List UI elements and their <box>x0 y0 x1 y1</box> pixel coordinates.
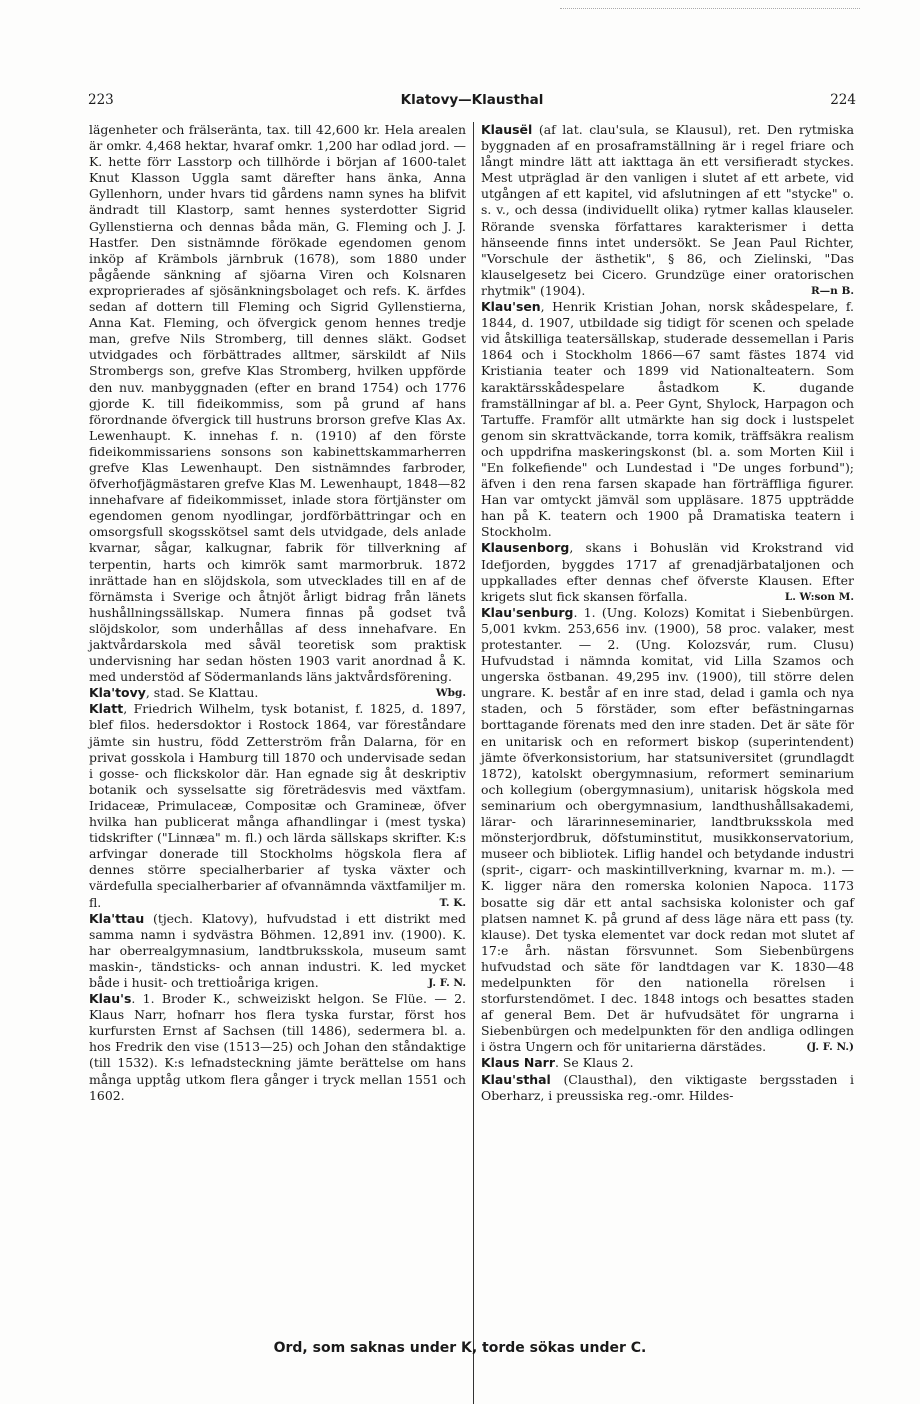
headword: Klaus Narr <box>481 1055 555 1071</box>
headword: Klatt <box>89 701 124 717</box>
entry-klattau: Kla'ttau (tjech. Klatovy), hufvudstad i ett distrikt med samma namn i sydvästra Böhmen. 12,891 inv. (1900). K. har oberrealgymnasium, landtbruksskola, museum samt maskin-, tändsticks- och annan industri. K. led mycket både i husit- och trettioåriga krigen. J. F. N. <box>89 910 466 990</box>
column-divider <box>473 122 474 1404</box>
entry-klastorp-continued: lägenheter och frälseränta, tax. till 42,600 kr. Hela arealen är omkr. 4,468 hektar, hvaraf omkr. 1,200 har odlad jord. — K. hette förr Lasstorp och tillhörde i början af 1600-talet Knut Klasson Uggla samt därefter hans änka, Anna Gyllenhorn, under hvars tid gårdens namn synes ha blifvit ändradt till Klastorp, samt hennes systerdotter Sigrid Gyllenstierna och dennas båda män, G. Fleming och J. J. Hastfer. Den sistnämnde förökade egendomen genom inköp af Krämbols järnbruk (1678), som 1880 under pågående sänkning af sjöarna Viren och Kolsnaren exproprierades af sjösänkningsbolaget och refs. K. ärfdes sedan af dottern till Fleming och Sigrid Gyllenstierna, Anna Kat. Fleming, och öfvergick genom hennes tredje man, grefve Nils Stromberg, till dennes släkt. Godset utvidgades och förbättrades alltmer, särskildt af Nils Strombergs son, grefve Klas Stromberg, hvilken uppförde den nuv. manbyggnaden (efter en brand 1754) och 1776 gjorde K. till fideikommiss, som på grund af hans förordnande öfvergick till hustruns brorson grefve Klas Ax. Lewenhaupt. K. innehas f. n. (1910) af den förste fideikommissariens sonsons son kabinettskammarherren grefve Klas Lewenhaupt. Den sistnämndes farbroder, öfverhofjägmästaren grefve Klas M. Lewenhaupt, 1848—82 innehafvare af fideikommisset, inlade stora förtjänster om egendomen genom nyodlingar, jordförbättringar och en omsorgsfull skogsskötsel samt dels utvidgade, dels anlade kvarnar, sågar, kalkugnar, fabrik för tillverkning af terpentin, harts och kimrök samt marmorbruk. 1872 inrättade han en slöjdskola, som utvecklades till en af de förnämsta i Sverige och åtnjöt årligt bidrag från länets hushållningssällskap. Numera finnas på godset två slöjdskolor, som underhållas af dess innehafvare. En jaktvårdarskola med såväl teoretisk som praktisk undervisning har sedan hösten 1903 varit anordnad å K. med understöd af Södermanlands läns jaktvårdsförening. Wbg. <box>89 122 466 685</box>
right-column <box>481 122 854 1104</box>
signature: L. W:son M. <box>784 590 854 603</box>
signature: R—n B. <box>810 284 854 297</box>
entry-klatt: Klatt, Friedrich Wilhelm, tysk botanist, f. 1825, d. 1897, blef filos. hedersdoktor i Rostock 1864, var föreståndare jämte sin hustru, född Zetterström från Dalarna, för en privat gosskola i Hamburg till 1870 och undervisade sedan i gosse- och flickskolor där. Han egnade sig åt deskriptiv botanik och sysselsatte sig företrädesvis med växtfam. Iridaceæ, Primulaceæ, Compositæ och Gramineæ, öfver hvilka han publicerat många afhandlingar i (mest tyska) tidskrifter ("Linnæa" m. fl.) och lärda sällskaps skrifter. K:s arfvingar donerade till Stockholms högskola flera af dennes större specialherbarier af tyska växter och värdefulla specialherbarier af ofvannämnda växtfamiljer m. fl. T. K. <box>89 701 466 910</box>
headword: Klau'sen <box>481 299 541 315</box>
entry-klausenburg: Klau'senburg. 1. (Ung. Kolozs) Komitat i Siebenbürgen. 5,001 kvkm. 253,656 inv. (1900), 58 proc. valaker, mest protestanter. — 2. (Ung. Kolozsvár, rum. Clusu) Hufvudstad i nämnda komitat, vid Lilla Szamos och ungerska östbanan. 49,295 inv. (1900), till större delen ungrare. K. består af en inre stad, delad i gamla och nya staden, och 5 förstäder, som efter befästningarnas borttagande förenats med den inre staden. Det är säte för en unitarisk och en reformert biskop (superintendent) jämte öfverkonsistorium, har statsuniversitet (grundlagdt 1872), katolskt obergymnasium, reformert seminarium och kollegium (obergymnasium), unitarisk högskola med seminarium och obergymnasium, landthushållsakademi, lärar- och lärarinneseminarier, landtbruksskola med mönsterjordbruk, döfstuminstitut, musikkonservatorium, museer och bibliotek. Liflig handel och betydande industri (sprit-, cigarr- och maskintillverkning, kvarnar m. m.). — K. ligger nära den romerska kolonien Napoca. 1173 bosatte sig där ett antal sachsiska kolonister och gaf platsen namnet K. på grund af dess läge nära ett pass (ty. klause). Det tyska elementet var dock redan mot slutet af 17:e årh. nästan försvunnet. Som Siebenbürgens hufvudstad och säte för landtdagen var K. 1830—48 medelpunkten för den nationella rörelsen i storfurstendömet. I dec. 1848 intogs och besattes staden af general Bem. Det är hufvudsätet för ungrarna i Siebenbürgen och medelpunkten för den andliga odlingen i östra Ungern och för unitarierna därstädes. (J. F. N.) <box>481 604 854 1055</box>
entry-klatovy: Kla'tovy, stad. Se Klattau. <box>89 685 259 701</box>
left-column <box>89 122 466 1104</box>
signature: T. K. <box>439 896 466 909</box>
headword: Klau'senburg <box>481 604 574 620</box>
headword: Kla'tovy <box>89 685 146 701</box>
entry-klausel: Klausël (af lat. clau'sula, se Klausul), ret. Den rytmiska byggnaden af en prosaframställning är i regel friare och långt mindre lätt att iakttaga än ett versifieradt styckes. Mest utpräglad är den vanligen i slutet af ett arbete, vid utgången af ett kapitel, vid afslutningen af ett "stycke" o. s. v., och dessa (individuellt olika) rytmer kallas klauseler. Rörande svenska författares karakterismer i detta hänseende finns intet undersökt. Se Jean Paul Richter, "Vorschule der ästhetik", § 86, och Zielinski, "Das klauselgesetz bei Cicero. Grundzüge einer oratorischen rhytmik" (1904). R—n B. <box>481 122 854 298</box>
page-number-right: 224 <box>830 92 856 108</box>
scan-artifact-line <box>560 8 860 10</box>
signature: J. F. N. <box>428 976 466 989</box>
page-number-left: 223 <box>88 92 114 108</box>
headword: Klau'sthal <box>481 1071 551 1087</box>
signature: Wbg. <box>435 687 466 700</box>
running-header <box>88 92 856 112</box>
headword: Klau's <box>89 991 132 1007</box>
entry-klausenborg: Klausenborg, skans i Bohuslän vid Krokstrand vid Idefjorden, byggdes 1717 af grenadjärbataljonen och uppkallades efter dennas chef öfverste Klausen. Efter krigets slut fick skansen förfalla. L. W:son M. <box>481 540 854 604</box>
footer-note: Ord, som saknas under K, torde sökas under C. <box>273 1340 647 1356</box>
entry-klausen: Klau'sen, Henrik Kristian Johan, norsk skådespelare, f. 1844, d. 1907, utbildade sig tidigt för scenen och spelade vid åtskilliga teatersällskap, studerade dessemellan i Paris 1864 och i Stockholm 1866—67 samt fästes 1874 vid Kristiania teater och 1899 vid Nationalteatern. Som karaktärsskådespelare åstadkom K. dugande framställningar af bl. a. Peer Gynt, Shylock, Harpagon och Tartuffe. Framför allt utmärkte han sig dock i lustspelet genom sin skrattväckande, torra komik, träffsäkra realism och uppdrifna maskeringskonst (bl. a. som Morten Kiil i "En folkefiende" och Lundestad i "De unges forbund"); äfven i den rena farsen skapade han förträffliga figurer. Han var omtyckt jämväl som uppläsare. 1875 uppträdde han på K. teatern och 1900 på Dramatiska teatern i Stockholm. <box>481 299 854 540</box>
entry-klaus-narr: Klaus Narr. Se Klaus 2. <box>481 1055 634 1071</box>
entry-klaus: Klau's. 1. Broder K., schweiziskt helgon. Se Flüe. — 2. Klaus Narr, hofnarr hos flera tyska furstar, först hos kurfursten Ernst af Sachsen (till 1486), sedermera bl. a. hos Fredrik den vise (1513—25) och Johan den ståndaktige (till 1532). K:s lefnadsteckning jämte berättelse om hans många upptåg utkom flera gånger i tryck mellan 1551 och 1602. <box>89 991 466 1103</box>
entry-klausthal: Klau'sthal (Clausthal), den viktigaste bergsstaden i Oberharz, i preussiska reg.-omr. Hildes- <box>481 1071 854 1103</box>
headword: Kla'ttau <box>89 910 145 926</box>
headword: Klausenborg <box>481 540 570 556</box>
signature: (J. F. N.) <box>806 1041 854 1054</box>
header-title: Klatovy—Klausthal <box>400 92 544 108</box>
headword: Klausël <box>481 122 533 137</box>
